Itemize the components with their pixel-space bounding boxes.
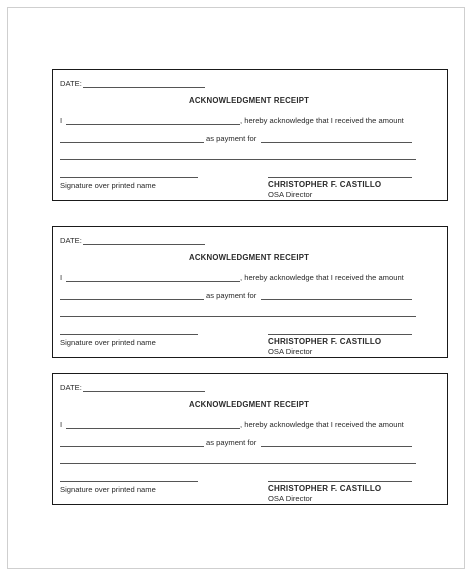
receipt-title: ACKNOWLEDGMENT RECEIPT xyxy=(189,400,310,409)
signer-title: OSA Director xyxy=(268,494,313,503)
date-label: DATE: xyxy=(60,79,82,88)
signer-name: CHRISTOPHER F. CASTILLO xyxy=(268,484,382,493)
signature-line xyxy=(60,177,198,178)
blank-line xyxy=(60,159,416,160)
acknowledge-text: , hereby acknowledge that I received the amount xyxy=(240,420,404,429)
name-line xyxy=(66,124,240,125)
date-label: DATE: xyxy=(60,383,82,392)
signer-title: OSA Director xyxy=(268,347,313,356)
name-prefix: I xyxy=(60,116,63,125)
signer-name: CHRISTOPHER F. CASTILLO xyxy=(268,337,382,346)
name-prefix: I xyxy=(60,273,63,282)
receipt-title: ACKNOWLEDGMENT RECEIPT xyxy=(189,253,310,262)
payment-for-text: as payment for xyxy=(206,134,257,143)
signature-label: Signature over printed name xyxy=(60,181,156,190)
acknowledgment-receipt-3 xyxy=(52,373,448,505)
payment-for-line xyxy=(261,446,412,447)
signature-label: Signature over printed name xyxy=(60,485,156,494)
director-signature-line xyxy=(268,481,412,482)
payment-for-line xyxy=(261,142,412,143)
payment-for-line xyxy=(261,299,412,300)
blank-line xyxy=(60,316,416,317)
acknowledgment-receipt-1 xyxy=(52,69,448,201)
acknowledgment-receipt-2 xyxy=(52,226,448,358)
name-prefix: I xyxy=(60,420,63,429)
acknowledge-text: , hereby acknowledge that I received the amount xyxy=(240,116,404,125)
payment-for-text: as payment for xyxy=(206,438,257,447)
signer-title: OSA Director xyxy=(268,190,313,199)
document-page xyxy=(7,7,465,569)
signature-label: Signature over printed name xyxy=(60,338,156,347)
amount-line xyxy=(60,142,204,143)
payment-for-text: as payment for xyxy=(206,291,257,300)
date-line xyxy=(83,87,205,88)
name-line xyxy=(66,428,240,429)
director-signature-line xyxy=(268,177,412,178)
receipt-title: ACKNOWLEDGMENT RECEIPT xyxy=(189,96,310,105)
director-signature-line xyxy=(268,334,412,335)
date-line xyxy=(83,244,205,245)
signature-line xyxy=(60,481,198,482)
signer-name: CHRISTOPHER F. CASTILLO xyxy=(268,180,382,189)
amount-line xyxy=(60,299,204,300)
date-label: DATE: xyxy=(60,236,82,245)
date-line xyxy=(83,391,205,392)
signature-line xyxy=(60,334,198,335)
blank-line xyxy=(60,463,416,464)
name-line xyxy=(66,281,240,282)
acknowledge-text: , hereby acknowledge that I received the amount xyxy=(240,273,404,282)
amount-line xyxy=(60,446,204,447)
